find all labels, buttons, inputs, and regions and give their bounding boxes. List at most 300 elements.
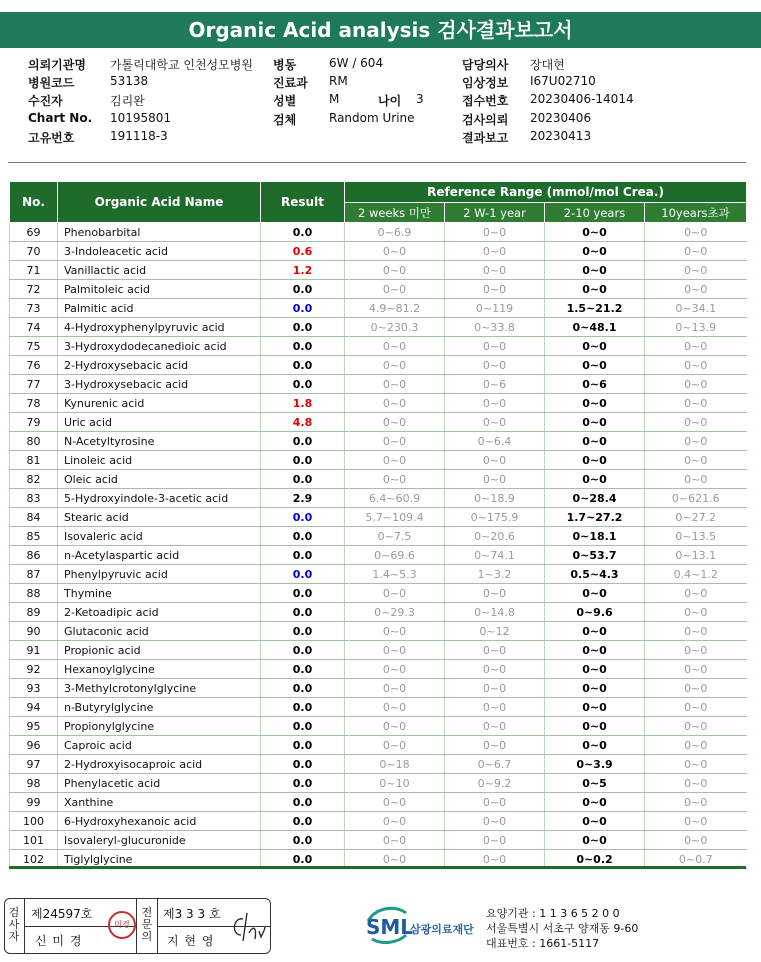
acid-name: Palmitic acid: [58, 299, 261, 318]
range-2weeks: 0~6.9: [345, 223, 445, 242]
lab-name: 삼광의료재단: [410, 923, 474, 936]
range-over10years: 0~0: [645, 394, 747, 413]
table-row: [10, 508, 747, 527]
range-2-10years: 0~0: [545, 622, 645, 641]
range-2w-1year: 0~0: [445, 660, 545, 679]
result-value: 1.8: [261, 394, 345, 413]
table-row: [10, 242, 747, 261]
table-row: [10, 641, 747, 660]
table-row: [10, 432, 747, 451]
result-value: 0.0: [261, 660, 345, 679]
info-label: 검사의뢰: [462, 112, 509, 127]
range-2-10years: 0~0: [545, 242, 645, 261]
range-2weeks: 0~0: [345, 698, 445, 717]
range-2weeks: 5.7~109.4: [345, 508, 445, 527]
row-number: 97: [10, 755, 58, 774]
range-over10years: 0~0: [645, 413, 747, 432]
range-over10years: 0~0: [645, 375, 747, 394]
table-row: [10, 280, 747, 299]
acid-name: 4-Hydroxyphenylpyruvic acid: [58, 318, 261, 337]
range-2weeks: 0~0: [345, 736, 445, 755]
range-2weeks: 0~230.3: [345, 318, 445, 337]
range-2-10years: 0~9.6: [545, 603, 645, 622]
col-range-2: 2 W-1 year: [445, 203, 545, 223]
range-over10years: 0~621.6: [645, 489, 747, 508]
range-2-10years: 0~0: [545, 717, 645, 736]
acid-name: Propionic acid: [58, 641, 261, 660]
result-value: 0.0: [261, 603, 345, 622]
acid-name: Linoleic acid: [58, 451, 261, 470]
result-value: 0.0: [261, 451, 345, 470]
examiner-label-text: 검사자: [8, 906, 20, 943]
info-value: 20230413: [530, 128, 592, 143]
result-value: 0.0: [261, 793, 345, 812]
range-2weeks: 6.4~60.9: [345, 489, 445, 508]
range-2w-1year: 0~0: [445, 641, 545, 660]
range-2-10years: 0~0: [545, 660, 645, 679]
row-number: 80: [10, 432, 58, 451]
result-value: 0.0: [261, 470, 345, 489]
range-2w-1year: 0~20.6: [445, 527, 545, 546]
range-2w-1year: 1~3.2: [445, 565, 545, 584]
range-2w-1year: 0~6: [445, 375, 545, 394]
info-row: [28, 111, 738, 129]
range-2w-1year: 0~6.7: [445, 755, 545, 774]
range-2-10years: 0~5: [545, 774, 645, 793]
range-2w-1year: 0~33.8: [445, 318, 545, 337]
range-2-10years: 0~18.1: [545, 527, 645, 546]
patient-info: [28, 56, 738, 147]
result-value: 0.0: [261, 622, 345, 641]
range-2-10years: 0~0: [545, 356, 645, 375]
approver-label: [140, 907, 154, 943]
result-value: 0.0: [261, 527, 345, 546]
row-number: 91: [10, 641, 58, 660]
range-over10years: 0~0: [645, 774, 747, 793]
range-2weeks: 0~7.5: [345, 527, 445, 546]
result-value: 0.0: [261, 717, 345, 736]
info-value: 10195801: [110, 110, 172, 125]
row-number: 76: [10, 356, 58, 375]
range-over10years: 0~13.5: [645, 527, 747, 546]
col-no: No.: [10, 182, 58, 223]
range-2weeks: 0~29.3: [345, 603, 445, 622]
acid-name: Thymine: [58, 584, 261, 603]
range-2weeks: 0~10: [345, 774, 445, 793]
report-title: Organic Acid analysis 검사결과보고서: [0, 12, 761, 48]
range-2w-1year: 0~0: [445, 736, 545, 755]
range-2w-1year: 0~0: [445, 850, 545, 869]
range-2w-1year: 0~0: [445, 356, 545, 375]
range-2weeks: 0~0: [345, 660, 445, 679]
table-row: [10, 736, 747, 755]
table-row: [10, 527, 747, 546]
range-over10years: 0~0: [645, 698, 747, 717]
acid-name: Phenylpyruvic acid: [58, 565, 261, 584]
range-2w-1year: 0~0: [445, 261, 545, 280]
range-2-10years: 0~0: [545, 698, 645, 717]
result-value: 0.0: [261, 432, 345, 451]
table-row: [10, 451, 747, 470]
result-value: 0.0: [261, 831, 345, 850]
info-value: 장대현: [530, 58, 565, 72]
result-value: 0.0: [261, 679, 345, 698]
table-row: [10, 299, 747, 318]
col-name: Organic Acid Name: [58, 182, 261, 223]
result-value: 0.0: [261, 755, 345, 774]
acid-name: Tiglylglycine: [58, 850, 261, 869]
row-number: 81: [10, 451, 58, 470]
row-number: 70: [10, 242, 58, 261]
info-label: 고유번호: [28, 130, 75, 145]
range-2-10years: 0~0: [545, 413, 645, 432]
range-2weeks: 0~0: [345, 242, 445, 261]
range-2weeks: 0~0: [345, 280, 445, 299]
range-2w-1year: 0~12: [445, 622, 545, 641]
acid-name: Glutaconic acid: [58, 622, 261, 641]
acid-name: Oleic acid: [58, 470, 261, 489]
range-2w-1year: 0~0: [445, 812, 545, 831]
result-value: 2.9: [261, 489, 345, 508]
table-row: [10, 622, 747, 641]
range-2w-1year: 0~0: [445, 394, 545, 413]
row-number: 74: [10, 318, 58, 337]
range-2-10years: 0~0: [545, 584, 645, 603]
table-row: [10, 584, 747, 603]
range-2w-1year: 0~0: [445, 223, 545, 242]
info-label: 진료과: [273, 76, 308, 91]
table-row: [10, 318, 747, 337]
range-over10years: 0~0: [645, 831, 747, 850]
result-value: 0.0: [261, 318, 345, 337]
row-number: 82: [10, 470, 58, 489]
table-row: [10, 565, 747, 584]
table-row: [10, 774, 747, 793]
range-2weeks: 0~0: [345, 356, 445, 375]
result-value: 1.2: [261, 261, 345, 280]
result-value: 0.0: [261, 850, 345, 869]
acid-name: 2-Hydroxysebacic acid: [58, 356, 261, 375]
info-label: 검체: [273, 112, 297, 127]
range-over10years: 0~0: [645, 755, 747, 774]
acid-name: N-Acetyltyrosine: [58, 432, 261, 451]
acid-name: Kynurenic acid: [58, 394, 261, 413]
range-2-10years: 1.7~27.2: [545, 508, 645, 527]
range-over10years: 0~13.9: [645, 318, 747, 337]
acid-name: Xanthine: [58, 793, 261, 812]
result-value: 0.6: [261, 242, 345, 261]
range-over10years: 0~0: [645, 793, 747, 812]
acid-name: Vanillactic acid: [58, 261, 261, 280]
info-label: Chart No.: [28, 110, 93, 125]
acid-name: Caproic acid: [58, 736, 261, 755]
range-2-10years: 0~0: [545, 470, 645, 489]
range-2w-1year: 0~14.8: [445, 603, 545, 622]
range-2weeks: 0~0: [345, 413, 445, 432]
range-over10years: 0~0: [645, 470, 747, 489]
range-2weeks: 0~0: [345, 432, 445, 451]
table-row: [10, 375, 747, 394]
result-value: 0.0: [261, 546, 345, 565]
col-reference: Reference Range (mmol/mol Crea.): [345, 182, 747, 203]
examiner-label: [7, 907, 21, 943]
row-number: 87: [10, 565, 58, 584]
range-over10years: 0.4~1.2: [645, 565, 747, 584]
acid-name: Palmitoleic acid: [58, 280, 261, 299]
range-2weeks: 0~0: [345, 793, 445, 812]
range-2-10years: 0~6: [545, 375, 645, 394]
result-value: 0.0: [261, 508, 345, 527]
acid-name: Propionylglycine: [58, 717, 261, 736]
info-row: [28, 92, 738, 110]
row-number: 99: [10, 793, 58, 812]
divider: [8, 162, 746, 163]
row-number: 73: [10, 299, 58, 318]
range-2-10years: 0~0: [545, 736, 645, 755]
row-number: 89: [10, 603, 58, 622]
range-over10years: 0~0: [645, 242, 747, 261]
range-2weeks: 0~0: [345, 831, 445, 850]
info-value: 가톨릭대학교 인천성모병원: [110, 58, 253, 72]
info-value: 53138: [110, 74, 149, 89]
range-2weeks: 0~0: [345, 261, 445, 280]
range-2w-1year: 0~175.9: [445, 508, 545, 527]
approver-label-text: 전문의: [141, 906, 153, 943]
range-2-10years: 0~0: [545, 280, 645, 299]
result-value: 0.0: [261, 774, 345, 793]
col-range-1: 2 weeks 미만: [345, 203, 445, 223]
range-2-10years: 0~0: [545, 793, 645, 812]
table-row: [10, 793, 747, 812]
result-value: 0.0: [261, 584, 345, 603]
age-label: 나이: [378, 94, 402, 109]
table-row: [10, 337, 747, 356]
acid-name: 3-Hydroxydodecanedioic acid: [58, 337, 261, 356]
divider: [136, 899, 137, 953]
range-2w-1year: 0~6.4: [445, 432, 545, 451]
row-number: 98: [10, 774, 58, 793]
info-value: Random Urine: [329, 110, 415, 125]
range-2weeks: 0~0: [345, 375, 445, 394]
organic-acid-table: [9, 181, 747, 869]
result-value: 0.0: [261, 736, 345, 755]
range-2w-1year: 0~0: [445, 679, 545, 698]
range-2weeks: 0~0: [345, 679, 445, 698]
range-2weeks: 0~0: [345, 337, 445, 356]
info-value: 20230406: [530, 110, 592, 125]
range-2w-1year: 0~74.1: [445, 546, 545, 565]
range-2-10years: 1.5~21.2: [545, 299, 645, 318]
row-number: 88: [10, 584, 58, 603]
row-number: 100: [10, 812, 58, 831]
row-number: 85: [10, 527, 58, 546]
info-row: [28, 129, 738, 147]
row-number: 79: [10, 413, 58, 432]
table-row: [10, 546, 747, 565]
range-2-10years: 0~0.2: [545, 850, 645, 869]
range-over10years: 0~0: [645, 356, 747, 375]
range-over10years: 0~0: [645, 261, 747, 280]
range-2-10years: 0~28.4: [545, 489, 645, 508]
acid-name: Uric acid: [58, 413, 261, 432]
examiner-license: 제24597호: [31, 907, 93, 921]
range-over10years: 0~0: [645, 280, 747, 299]
info-row: [28, 56, 738, 74]
range-over10years: 0~0: [645, 641, 747, 660]
result-value: 0.0: [261, 641, 345, 660]
result-value: 0.0: [261, 356, 345, 375]
acid-name: n-Butyrylglycine: [58, 698, 261, 717]
table-row: [10, 755, 747, 774]
acid-name: Isovaleryl-glucuronide: [58, 831, 261, 850]
table-row: [10, 831, 747, 850]
row-number: 69: [10, 223, 58, 242]
info-value: M: [329, 92, 340, 107]
range-2weeks: 0~0: [345, 850, 445, 869]
row-number: 101: [10, 831, 58, 850]
range-over10years: 0~0: [645, 451, 747, 470]
range-2w-1year: 0~0: [445, 717, 545, 736]
range-2weeks: 0~0: [345, 584, 445, 603]
range-2w-1year: 0~0: [445, 584, 545, 603]
lab-logo-text: SML: [366, 915, 414, 939]
row-number: 90: [10, 622, 58, 641]
lab-line: 대표번호 : 1661-5117: [486, 937, 600, 950]
table-row: [10, 489, 747, 508]
info-label: 수진자: [28, 94, 63, 109]
info-value: RM: [329, 74, 348, 89]
range-2-10years: 0~0: [545, 812, 645, 831]
result-value: 0.0: [261, 337, 345, 356]
range-2w-1year: 0~0: [445, 451, 545, 470]
range-2w-1year: 0~119: [445, 299, 545, 318]
row-number: 83: [10, 489, 58, 508]
range-over10years: 0~0: [645, 717, 747, 736]
range-over10years: 0~0.7: [645, 850, 747, 869]
row-number: 95: [10, 717, 58, 736]
range-over10years: 0~0: [645, 223, 747, 242]
row-number: 96: [10, 736, 58, 755]
range-2-10years: 0~0: [545, 394, 645, 413]
info-value: I67U02710: [530, 74, 596, 89]
result-value: 0.0: [261, 280, 345, 299]
row-number: 77: [10, 375, 58, 394]
range-2-10years: 0~0: [545, 223, 645, 242]
info-label: 접수번호: [462, 94, 509, 109]
range-2-10years: 0~0: [545, 641, 645, 660]
range-2w-1year: 0~9.2: [445, 774, 545, 793]
range-over10years: 0~27.2: [645, 508, 747, 527]
col-range-3: 2-10 years: [545, 203, 645, 223]
table-row: [10, 261, 747, 280]
table-row: [10, 717, 747, 736]
table-row: [10, 413, 747, 432]
range-2-10years: 0~0: [545, 337, 645, 356]
range-over10years: 0~0: [645, 603, 747, 622]
range-over10years: 0~0: [645, 584, 747, 603]
row-number: 72: [10, 280, 58, 299]
range-2weeks: 0~0: [345, 470, 445, 489]
acid-name: Isovaleric acid: [58, 527, 261, 546]
range-2-10years: 0~3.9: [545, 755, 645, 774]
range-2w-1year: 0~0: [445, 242, 545, 261]
col-result: Result: [261, 182, 345, 223]
range-2weeks: 0~0: [345, 641, 445, 660]
info-label: 병동: [273, 58, 297, 72]
stamp-text: 미경: [114, 920, 130, 929]
approver-license: 제3 3 3 호: [163, 907, 221, 921]
range-2-10years: 0~0: [545, 451, 645, 470]
acid-name: 2-Hydroxyisocaproic acid: [58, 755, 261, 774]
lab-line: 요양기관 : 1 1 3 6 5 2 0 0: [486, 907, 620, 920]
acid-name: 3-Indoleacetic acid: [58, 242, 261, 261]
range-2w-1year: 0~0: [445, 831, 545, 850]
row-number: 75: [10, 337, 58, 356]
info-value: 6W / 604: [329, 56, 384, 70]
range-2w-1year: 0~0: [445, 280, 545, 299]
result-value: 4.8: [261, 413, 345, 432]
row-number: 92: [10, 660, 58, 679]
lab-logo: [366, 905, 486, 945]
signature-box: [4, 898, 271, 954]
range-2weeks: 0~0: [345, 717, 445, 736]
range-over10years: 0~13.1: [645, 546, 747, 565]
acid-name: 3-Methylcrotonylglycine: [58, 679, 261, 698]
acid-name: 2-Ketoadipic acid: [58, 603, 261, 622]
range-2w-1year: 0~0: [445, 698, 545, 717]
row-number: 78: [10, 394, 58, 413]
result-value: 0.0: [261, 812, 345, 831]
signature-icon: [227, 905, 267, 947]
info-value: 191118-3: [110, 128, 168, 143]
row-number: 86: [10, 546, 58, 565]
range-2weeks: 0~0: [345, 394, 445, 413]
range-2weeks: 0~0: [345, 812, 445, 831]
range-2w-1year: 0~18.9: [445, 489, 545, 508]
info-value: 20230406-14014: [530, 92, 634, 107]
table-row: [10, 394, 747, 413]
range-2-10years: 0~53.7: [545, 546, 645, 565]
range-2w-1year: 0~0: [445, 413, 545, 432]
table-row: [10, 356, 747, 375]
range-2-10years: 0~0: [545, 679, 645, 698]
approver-name: 지 현 영: [167, 934, 215, 948]
acid-name: 6-Hydroxyhexanoic acid: [58, 812, 261, 831]
table-row: [10, 812, 747, 831]
range-2-10years: 0~0: [545, 261, 645, 280]
range-2w-1year: 0~0: [445, 470, 545, 489]
table-row: [10, 223, 747, 242]
row-number: 94: [10, 698, 58, 717]
range-2weeks: 0~0: [345, 451, 445, 470]
range-over10years: 0~0: [645, 736, 747, 755]
examiner-name: 신 미 경: [35, 934, 83, 948]
range-2w-1year: 0~0: [445, 793, 545, 812]
acid-name: Phenobarbital: [58, 223, 261, 242]
acid-name: 3-Hydroxysebacic acid: [58, 375, 261, 394]
info-label: 결과보고: [462, 130, 509, 145]
range-2-10years: 0~0: [545, 831, 645, 850]
range-over10years: 0~0: [645, 812, 747, 831]
table-row: [10, 698, 747, 717]
acid-name: 5-Hydroxyindole-3-acetic acid: [58, 489, 261, 508]
row-number: 93: [10, 679, 58, 698]
age-value: 3: [416, 92, 424, 107]
result-value: 0.0: [261, 223, 345, 242]
range-2-10years: 0.5~4.3: [545, 565, 645, 584]
row-number: 71: [10, 261, 58, 280]
info-label: 성별: [273, 94, 297, 109]
